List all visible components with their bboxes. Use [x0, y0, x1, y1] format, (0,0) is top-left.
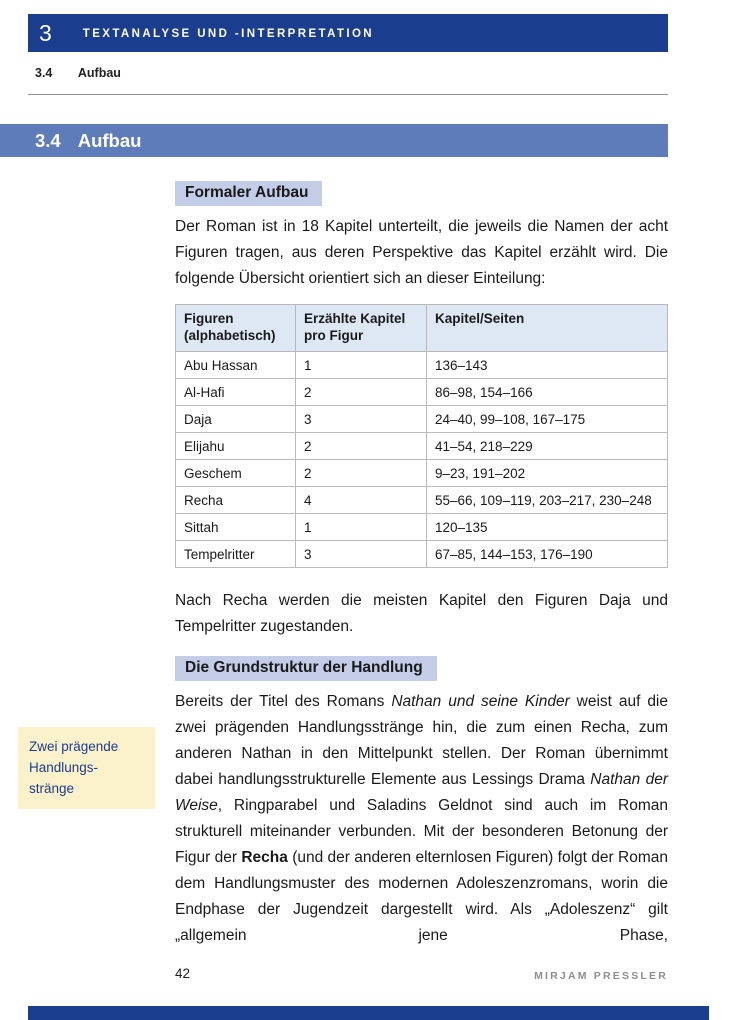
table-cell: 2: [296, 379, 427, 406]
text-segment: weist auf die zwei prägenden Handlungsstränge hin, die zum einen Recha, zum anderen Nathan in den Mittelpunkt stellen. Der Roman übernimmt dabei handlungsstrukturelle Elemente aus Lessings Drama: [175, 693, 668, 788]
table-cell: 1: [296, 514, 427, 541]
table-header-row: [176, 305, 668, 352]
main-content: [175, 181, 668, 949]
table-header: [176, 305, 668, 352]
table-row: [176, 379, 668, 406]
margin-note-line: Handlungs-: [29, 760, 99, 775]
text-segment: Bereits der Titel des Romans: [175, 693, 392, 710]
table-cell: 3: [296, 541, 427, 568]
table-cell: Elijahu: [176, 433, 296, 460]
table-cell: Al-Hafi: [176, 379, 296, 406]
header-divider: [28, 94, 668, 95]
table-row: [176, 514, 668, 541]
table-cell: 2: [296, 460, 427, 487]
table-cell: 2: [296, 433, 427, 460]
table-cell: Recha: [176, 487, 296, 514]
table-cell: Tempelritter: [176, 541, 296, 568]
table-cell: 41–54, 218–229: [427, 433, 668, 460]
section-title: Aufbau: [77, 129, 142, 151]
breadcrumb-title: Aufbau: [77, 66, 121, 80]
paragraph-formal: Der Roman ist in 18 Kapitel unterteilt, die jeweils die Namen der acht Figuren tragen, aus deren Perspektive das Kapitel erzählt wird. Die folgende Übersicht orientiert sich an dieser Einteilung:: [175, 218, 668, 287]
breadcrumb: [35, 66, 121, 80]
table-row: [176, 460, 668, 487]
table-cell: 55–66, 109–119, 203–217, 230–248: [427, 487, 668, 514]
page-number: 42: [175, 966, 191, 981]
table-cell: 120–135: [427, 514, 668, 541]
table-row: [176, 433, 668, 460]
table-header-cell: Figuren (alphabetisch): [176, 305, 296, 352]
margin-note-line: Zwei prägende: [29, 739, 119, 754]
text-segment: Recha: [241, 849, 288, 866]
subheading-formaler-aufbau: Formaler Aufbau: [175, 181, 322, 206]
text-segment: (und der anderen elternlosen Figuren) folgt der Roman dem Handlungsmuster des modernen Adoleszenzromans, worin die Endphase der Jugendzeit dargestellt wird. Als „Adoleszenz“ gilt „allgemein jene Phase,: [175, 849, 668, 944]
running-footer-author: MIRJAM PRESSLER: [534, 970, 668, 982]
table-cell: 67–85, 144–153, 176–190: [427, 541, 668, 568]
table-body: [176, 352, 668, 568]
table-row: [176, 487, 668, 514]
table-header-cell: Erzählte Kapitel pro Figur: [296, 305, 427, 352]
margin-note-line: stränge: [29, 781, 75, 796]
text-segment: , Ringparabel und Saladins Geldnot sind auch im Roman strukturell miteinander verbunden. Mit der besonderen Betonung der Figur der: [175, 797, 668, 866]
subheading-grundstruktur: Die Grundstruktur der Handlung: [175, 656, 437, 681]
table-cell: Sittah: [176, 514, 296, 541]
table-cell: 136–143: [427, 352, 668, 379]
chapter-title: TEXTANALYSE UND -INTERPRETATION: [82, 28, 375, 40]
section-number: 3.4: [35, 129, 61, 151]
table-cell: 1: [296, 352, 427, 379]
section-title-bar: [0, 124, 668, 157]
table-header-cell: Kapitel/Seiten: [427, 305, 668, 352]
chapter-number: 3: [39, 19, 52, 46]
table-cell: 9–23, 191–202: [427, 460, 668, 487]
breadcrumb-number: 3.4: [35, 66, 53, 80]
table-row: [176, 352, 668, 379]
paragraph-structure: [175, 689, 668, 949]
margin-note: [18, 727, 155, 809]
table-row: [176, 541, 668, 568]
table-cell: 24–40, 99–108, 167–175: [427, 406, 668, 433]
table-cell: 4: [296, 487, 427, 514]
chapter-header-bar: [28, 14, 668, 52]
paragraph-after-table: Nach Recha werden die meisten Kapitel den Figuren Daja und Tempelritter zugestanden.: [175, 592, 668, 635]
bottom-edge-bar: [28, 1006, 709, 1020]
text-segment: Nathan der Weise: [175, 771, 668, 814]
table-cell: Abu Hassan: [176, 352, 296, 379]
table-cell: Geschem: [176, 460, 296, 487]
table-cell: 3: [296, 406, 427, 433]
text-segment: Nathan und seine Kinder: [391, 693, 570, 710]
table-cell: 86–98, 154–166: [427, 379, 668, 406]
table-row: [176, 406, 668, 433]
chapter-overview-table: [175, 304, 668, 568]
table-cell: Daja: [176, 406, 296, 433]
